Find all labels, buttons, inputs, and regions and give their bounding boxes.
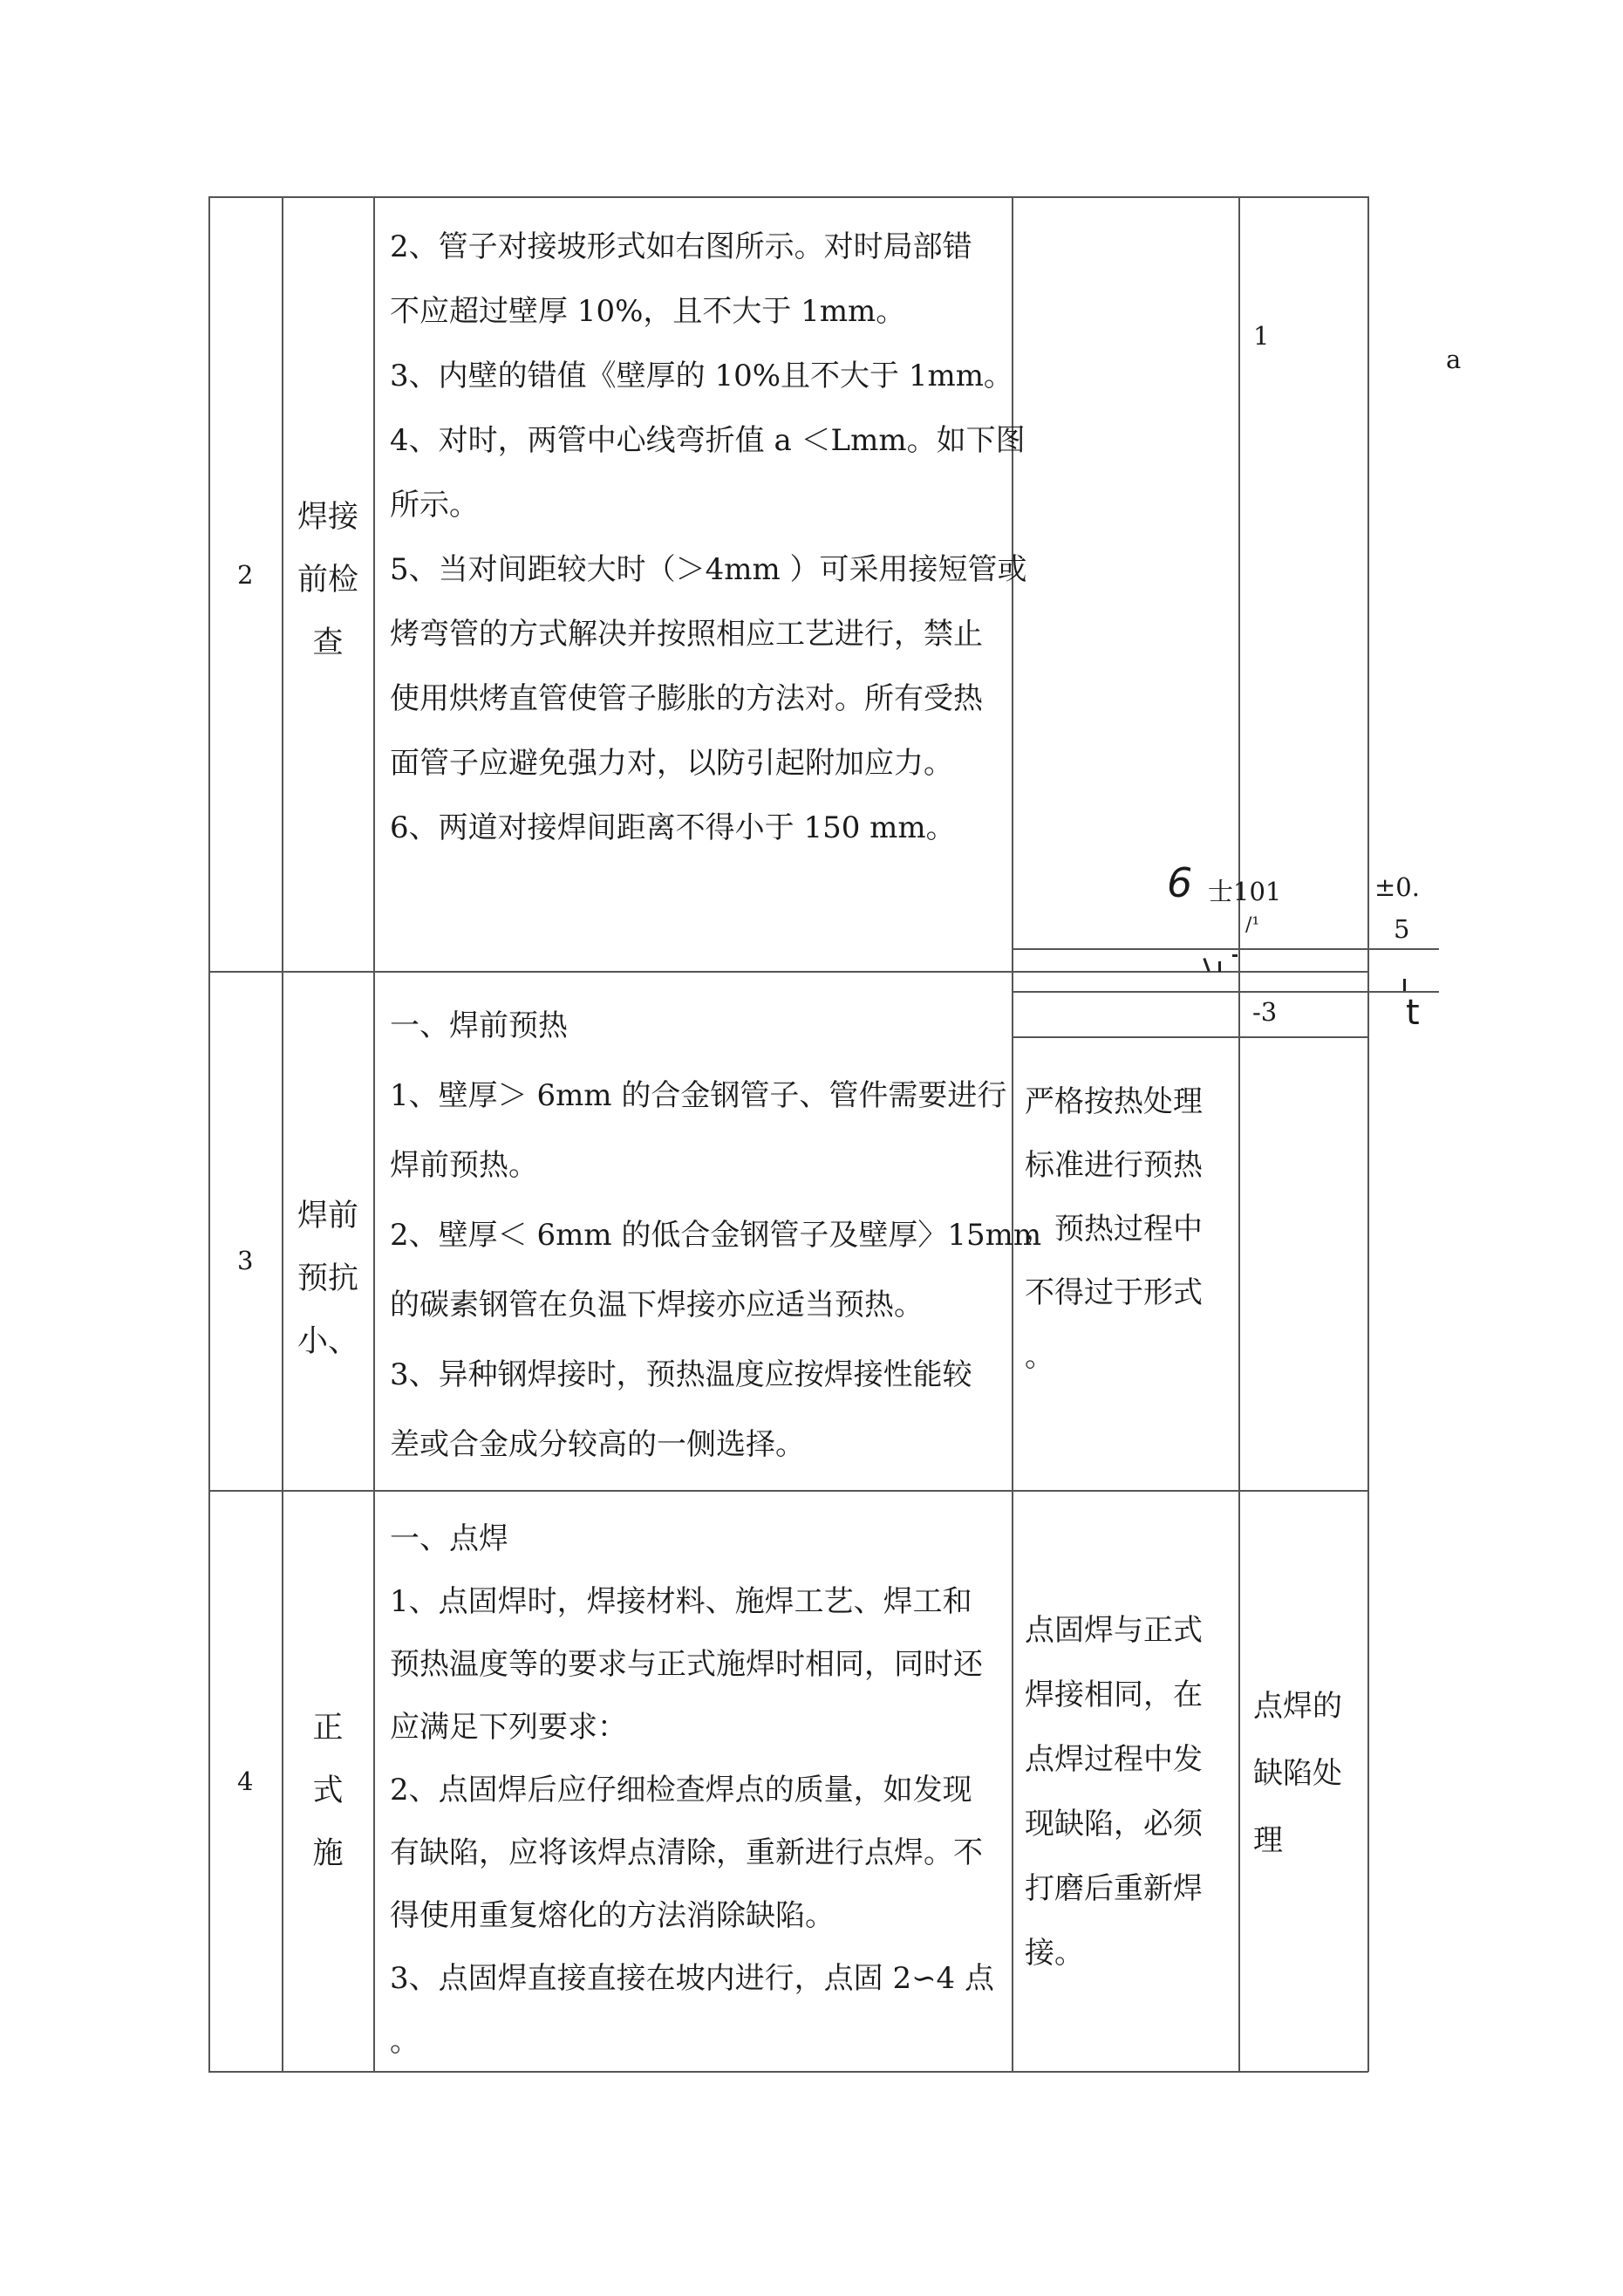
label-line: 预抗: [297, 1261, 358, 1296]
requirement-line: 现缺陷，必须: [1025, 1807, 1203, 1842]
figure-label: -3: [1252, 997, 1278, 1027]
content-line: 。: [390, 2024, 419, 2059]
requirement-line: 焊接相同，在: [1025, 1678, 1203, 1712]
requirement-line: 点固焊与正式: [1025, 1613, 1203, 1648]
figure-line: [1013, 1036, 1369, 1038]
table-left-border: [208, 196, 210, 2072]
row-remark: [1253, 1673, 1342, 1875]
remark-line: 点焊的: [1253, 1689, 1342, 1724]
row-divider-3-4: [208, 1490, 1368, 1492]
content-line: 焊前预热。: [390, 1148, 538, 1183]
col-divider-label: [373, 196, 375, 2072]
content-line: 1、壁厚＞ 6mm 的合金钢管子、管件需要进行: [390, 1078, 1007, 1113]
requirement-line: 接。: [1025, 1936, 1084, 1971]
row-number: 2: [237, 560, 254, 590]
row-label: [284, 1697, 372, 1885]
content-line: 面管子应避免强力对，以防引起附加应力。: [390, 746, 953, 781]
content-line: 不应超过壁厚 10%，且不大于 1mm。: [390, 294, 906, 329]
col-divider-no: [282, 196, 283, 2072]
content-line: 有缺陷，应将该焊点清除，重新进行点焊。不: [390, 1835, 983, 1870]
label-line: 焊前: [297, 1199, 358, 1233]
table-top-border: [208, 196, 1368, 198]
row-content: [390, 215, 1027, 860]
figure-mark: [1403, 979, 1406, 991]
content-line: 3、异种钢焊接时，预热温度应按焊接性能较: [390, 1357, 972, 1392]
content-line: 差或合金成分较高的一侧选择。: [390, 1427, 805, 1462]
requirement-line: 标准进行预热: [1025, 1148, 1203, 1183]
content-line: 的碳素钢管在负温下焊接亦应适当预热。: [390, 1288, 924, 1322]
requirement-line: 点焊过程中发: [1025, 1742, 1203, 1777]
content-line: 5、当对间距较大时（＞4mm ）可采用接短管或: [390, 552, 1027, 587]
figure-mark: [1203, 958, 1210, 972]
requirement-line: 打磨后重新焊: [1025, 1871, 1203, 1906]
content-line: 2、点固焊后应仔细检查焊点的质量，如发现: [390, 1773, 972, 1807]
figure-label: 士101: [1208, 877, 1282, 906]
content-line: 2、管子对接坡形式如右图所示。对时局部错: [390, 229, 972, 264]
requirement-line: 严格按热处理: [1025, 1084, 1203, 1119]
content-line: 一、焊前预热: [390, 1008, 568, 1043]
content-line: 得使用重复熔化的方法消除缺陷。: [390, 1898, 835, 1933]
row-label: [284, 1185, 372, 1373]
table-right-border: [1367, 196, 1369, 2072]
figure-label: /¹: [1245, 914, 1260, 936]
content-line: 4、对时，两管中心线弯折值 a ＜Lmm。如下图: [390, 423, 1026, 458]
content-line: 所示。: [390, 488, 479, 523]
row-requirement: [1025, 1070, 1203, 1389]
label-line: 小、: [297, 1324, 358, 1359]
figure-mark: [1218, 961, 1221, 972]
content-line: 使用烘烤直管使管子膨胀的方法对。所有受热: [390, 681, 983, 716]
row-divider-2-3: [208, 971, 1368, 973]
content-line: 预热温度等的要求与正式施焊时相同，同时还: [390, 1647, 983, 1682]
requirement-line: 不得过于形式: [1025, 1275, 1203, 1310]
figure-label: a: [1446, 345, 1462, 374]
figure-line: [1013, 991, 1439, 993]
row-label: [284, 486, 372, 674]
label-line: 焊接: [297, 500, 358, 535]
row-content: [390, 1507, 994, 2073]
label-line: 查: [312, 625, 344, 660]
label-line: 式: [312, 1773, 344, 1808]
figure-label: 1: [1253, 321, 1270, 351]
content-line: 一、点焊: [390, 1521, 508, 1556]
row-number: 3: [237, 1246, 254, 1275]
label-line: 施: [312, 1836, 344, 1871]
content-line: 烤弯管的方式解决并按照相应工艺进行，禁止: [390, 617, 983, 652]
figure-line: [1013, 948, 1439, 950]
content-line: 应满足下列要求：: [390, 1710, 627, 1745]
col-divider-requirement: [1238, 196, 1240, 2072]
figure-label: ±0.: [1374, 872, 1420, 902]
requirement-line: 。: [1025, 1339, 1054, 1374]
figure-label: 5: [1394, 914, 1410, 944]
content-line: 1、点固焊时，焊接材料、施焊工艺、焊工和: [390, 1584, 972, 1619]
content-line: 6、两道对接焊间距离不得小于 150 mm。: [390, 810, 956, 845]
figure-mark: [1232, 954, 1238, 957]
content-line: 3、点固焊直接直接在坡内进行，点固 2∽4 点: [390, 1961, 994, 1996]
remark-line: 缺陷处: [1253, 1756, 1342, 1791]
row-requirement: [1025, 1598, 1203, 1985]
content-line: 2、壁厚＜ 6mm 的低合金钢管子及壁厚〉15mm: [390, 1218, 1042, 1253]
requirement-line: ，预热过程中: [1025, 1212, 1203, 1247]
content-line: 3、内壁的错值《壁厚的 10%且不大于 1mm。: [390, 359, 1013, 393]
label-line: 前检: [297, 563, 358, 598]
label-line: 正: [312, 1711, 344, 1746]
figure-label: t: [1406, 993, 1420, 1033]
row-content: [390, 991, 1041, 1479]
remark-line: 理: [1253, 1823, 1283, 1858]
row-number: 4: [237, 1766, 254, 1796]
figure-label: 6: [1167, 859, 1193, 906]
